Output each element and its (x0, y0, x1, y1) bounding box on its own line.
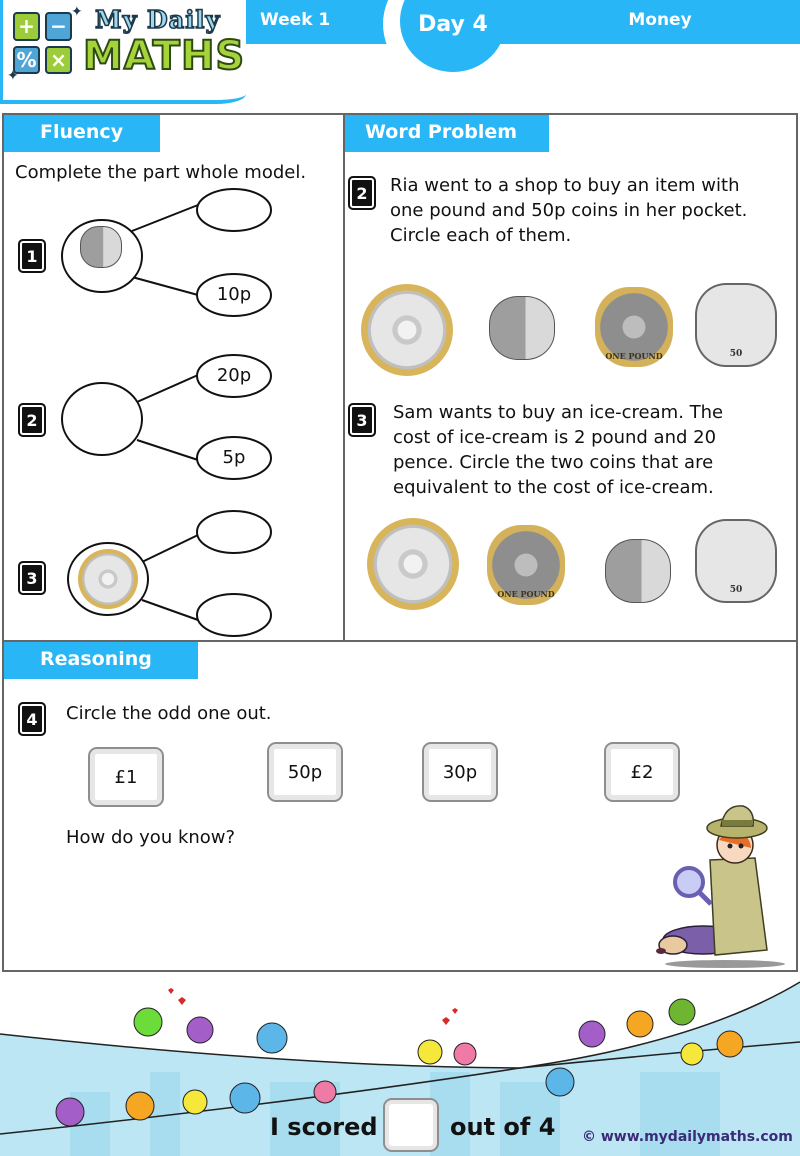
coin-50p[interactable]: 50 (695, 283, 777, 367)
part-value[interactable]: 20p (216, 365, 252, 386)
fluency-panel (2, 113, 345, 642)
word-problem-title: Word Problem (345, 115, 549, 152)
multiply-icon: × (45, 46, 72, 75)
follow-up-question: How do you know? (66, 827, 236, 848)
detective-illustration (655, 800, 795, 970)
week-label: Week 1 (260, 10, 331, 30)
copyright-text: © www.mydailymaths.com (582, 1129, 793, 1145)
fluency-instruction: Complete the part whole model. (15, 162, 307, 183)
question-number-badge: 2 (18, 403, 46, 437)
coin-2-pound[interactable] (367, 518, 459, 610)
minus-icon: − (45, 12, 72, 41)
reasoning-title: Reasoning (4, 642, 198, 679)
score-prefix: I scored (270, 1113, 378, 1141)
option-box[interactable]: £2 (604, 742, 680, 802)
coin-2-pound-image (78, 549, 138, 609)
question-number-badge: 2 (348, 176, 376, 210)
part-whole-diagrams (4, 115, 347, 644)
score-suffix: out of 4 (450, 1113, 556, 1141)
question-number-badge: 3 (348, 403, 376, 437)
sparkle-icon: ✦ (7, 68, 19, 84)
option-box[interactable]: £1 (88, 747, 164, 807)
question-3-text: Sam wants to buy an ice-cream. The cost of ice-cream is 2 pound and 20 pence. Circle the two coins that are equivalent to the cost of ice-cream. (393, 402, 724, 498)
question-2-text: Ria went to a shop to buy an item with one pound and 50p coins in her pocket. Circle each of them. (390, 175, 748, 246)
logo-icon-grid (13, 12, 73, 74)
plus-icon: + (13, 12, 40, 41)
topic-label: Money (628, 10, 692, 30)
logo-text-maths: MATHS (83, 33, 246, 79)
part-value[interactable]: 10p (216, 284, 252, 305)
day-label: Day 4 (418, 12, 488, 37)
reasoning-instruction: Circle the odd one out. (66, 703, 272, 724)
question-number-badge: 4 (18, 702, 46, 736)
percent-icon: % (13, 46, 40, 75)
coin-50p[interactable]: 50 (695, 519, 777, 603)
question-number-badge: 3 (18, 561, 46, 595)
coin-20p[interactable] (605, 539, 671, 603)
coin-1-pound[interactable]: ONE POUND (595, 287, 673, 367)
fluency-title: Fluency (4, 115, 160, 152)
option-box[interactable]: 50p (267, 742, 343, 802)
question-number-badge: 1 (18, 239, 46, 273)
part-value[interactable]: 5p (222, 447, 246, 468)
logo (0, 0, 246, 104)
coin-20p-image (80, 226, 122, 268)
coin-20p[interactable] (489, 296, 555, 360)
option-box[interactable]: 30p (422, 742, 498, 802)
logo-text-my-daily: My Daily (95, 5, 221, 34)
sparkle-icon: ✦ (71, 4, 83, 20)
coin-1-pound[interactable]: ONE POUND (487, 525, 565, 605)
score-input-box[interactable] (383, 1098, 439, 1152)
word-problem-panel (343, 113, 798, 642)
coin-2-pound[interactable] (361, 284, 453, 376)
